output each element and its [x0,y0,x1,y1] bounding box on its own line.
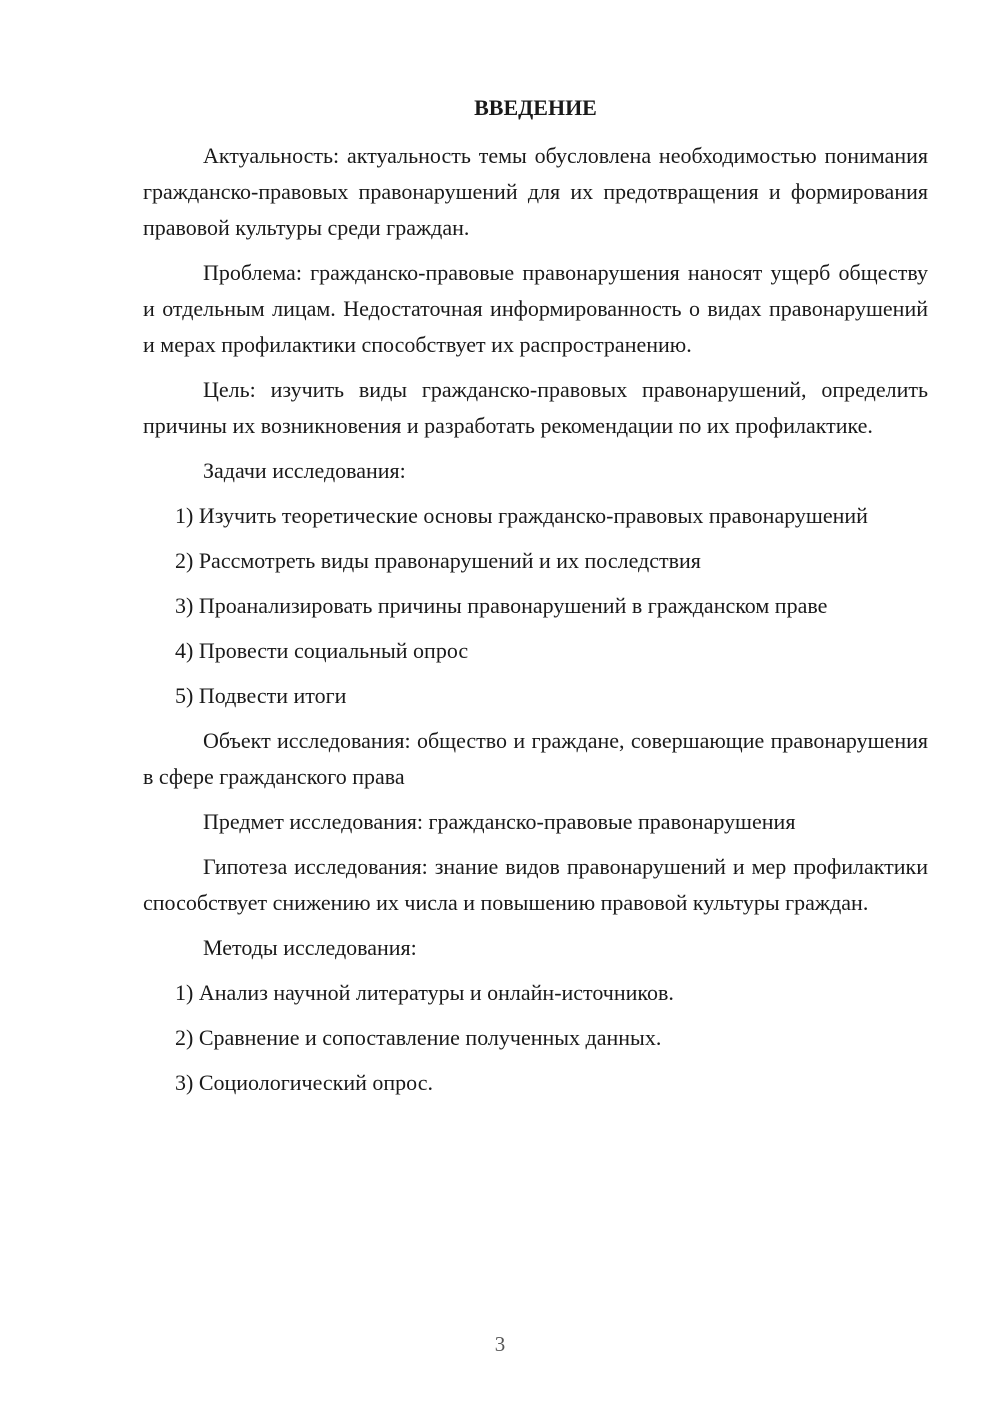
method-item-1: 1) Анализ научной литературы и онлайн-источников. [175,980,674,1005]
tasks-heading: Задачи исследования: [203,458,406,483]
task-item-1: 1) Изучить теоретические основы гражданско-правовых правонарушений [175,503,868,528]
problem-paragraph: Проблема: гражданско-правовые правонарушения наносят ущерб обществу и отдельным лицам. Недостаточная информированность о видах правонарушений и мерах профилактики способствует их распространению. [143,260,928,357]
hypothesis-paragraph: Гипотеза исследования: знание видов правонарушений и мер профилактики способствует снижению их числа и повышению правовой культуры граждан. [143,854,928,915]
methods-heading: Методы исследования: [203,935,417,960]
method-item-3: 3) Социологический опрос. [175,1070,433,1095]
object-paragraph: Объект исследования: общество и граждане, совершающие правонарушения в сфере гражданского права [143,728,928,789]
method-item-2: 2) Сравнение и сопоставление полученных данных. [175,1025,662,1050]
task-item-3: 3) Проанализировать причины правонарушений в гражданском праве [175,593,828,618]
relevance-paragraph: Актуальность: актуальность темы обусловлена необходимостью понимания гражданско-правовых правонарушений для их предотвращения и формирования правовой культуры среди граждан. [143,143,928,240]
goal-paragraph: Цель: изучить виды гражданско-правовых правонарушений, определить причины их возникновения и разработать рекомендации по их профилактике. [143,377,928,438]
task-item-5: 5) Подвести итоги [175,683,347,708]
page-number: 3 [494,1332,506,1356]
document-page [143,90,928,1110]
subject-paragraph: Предмет исследования: гражданско-правовые правонарушения [203,809,796,834]
section-title: ВВЕДЕНИЕ [474,95,597,120]
task-item-4: 4) Провести социальный опрос [175,638,469,663]
task-item-2: 2) Рассмотреть виды правонарушений и их последствия [175,548,701,573]
